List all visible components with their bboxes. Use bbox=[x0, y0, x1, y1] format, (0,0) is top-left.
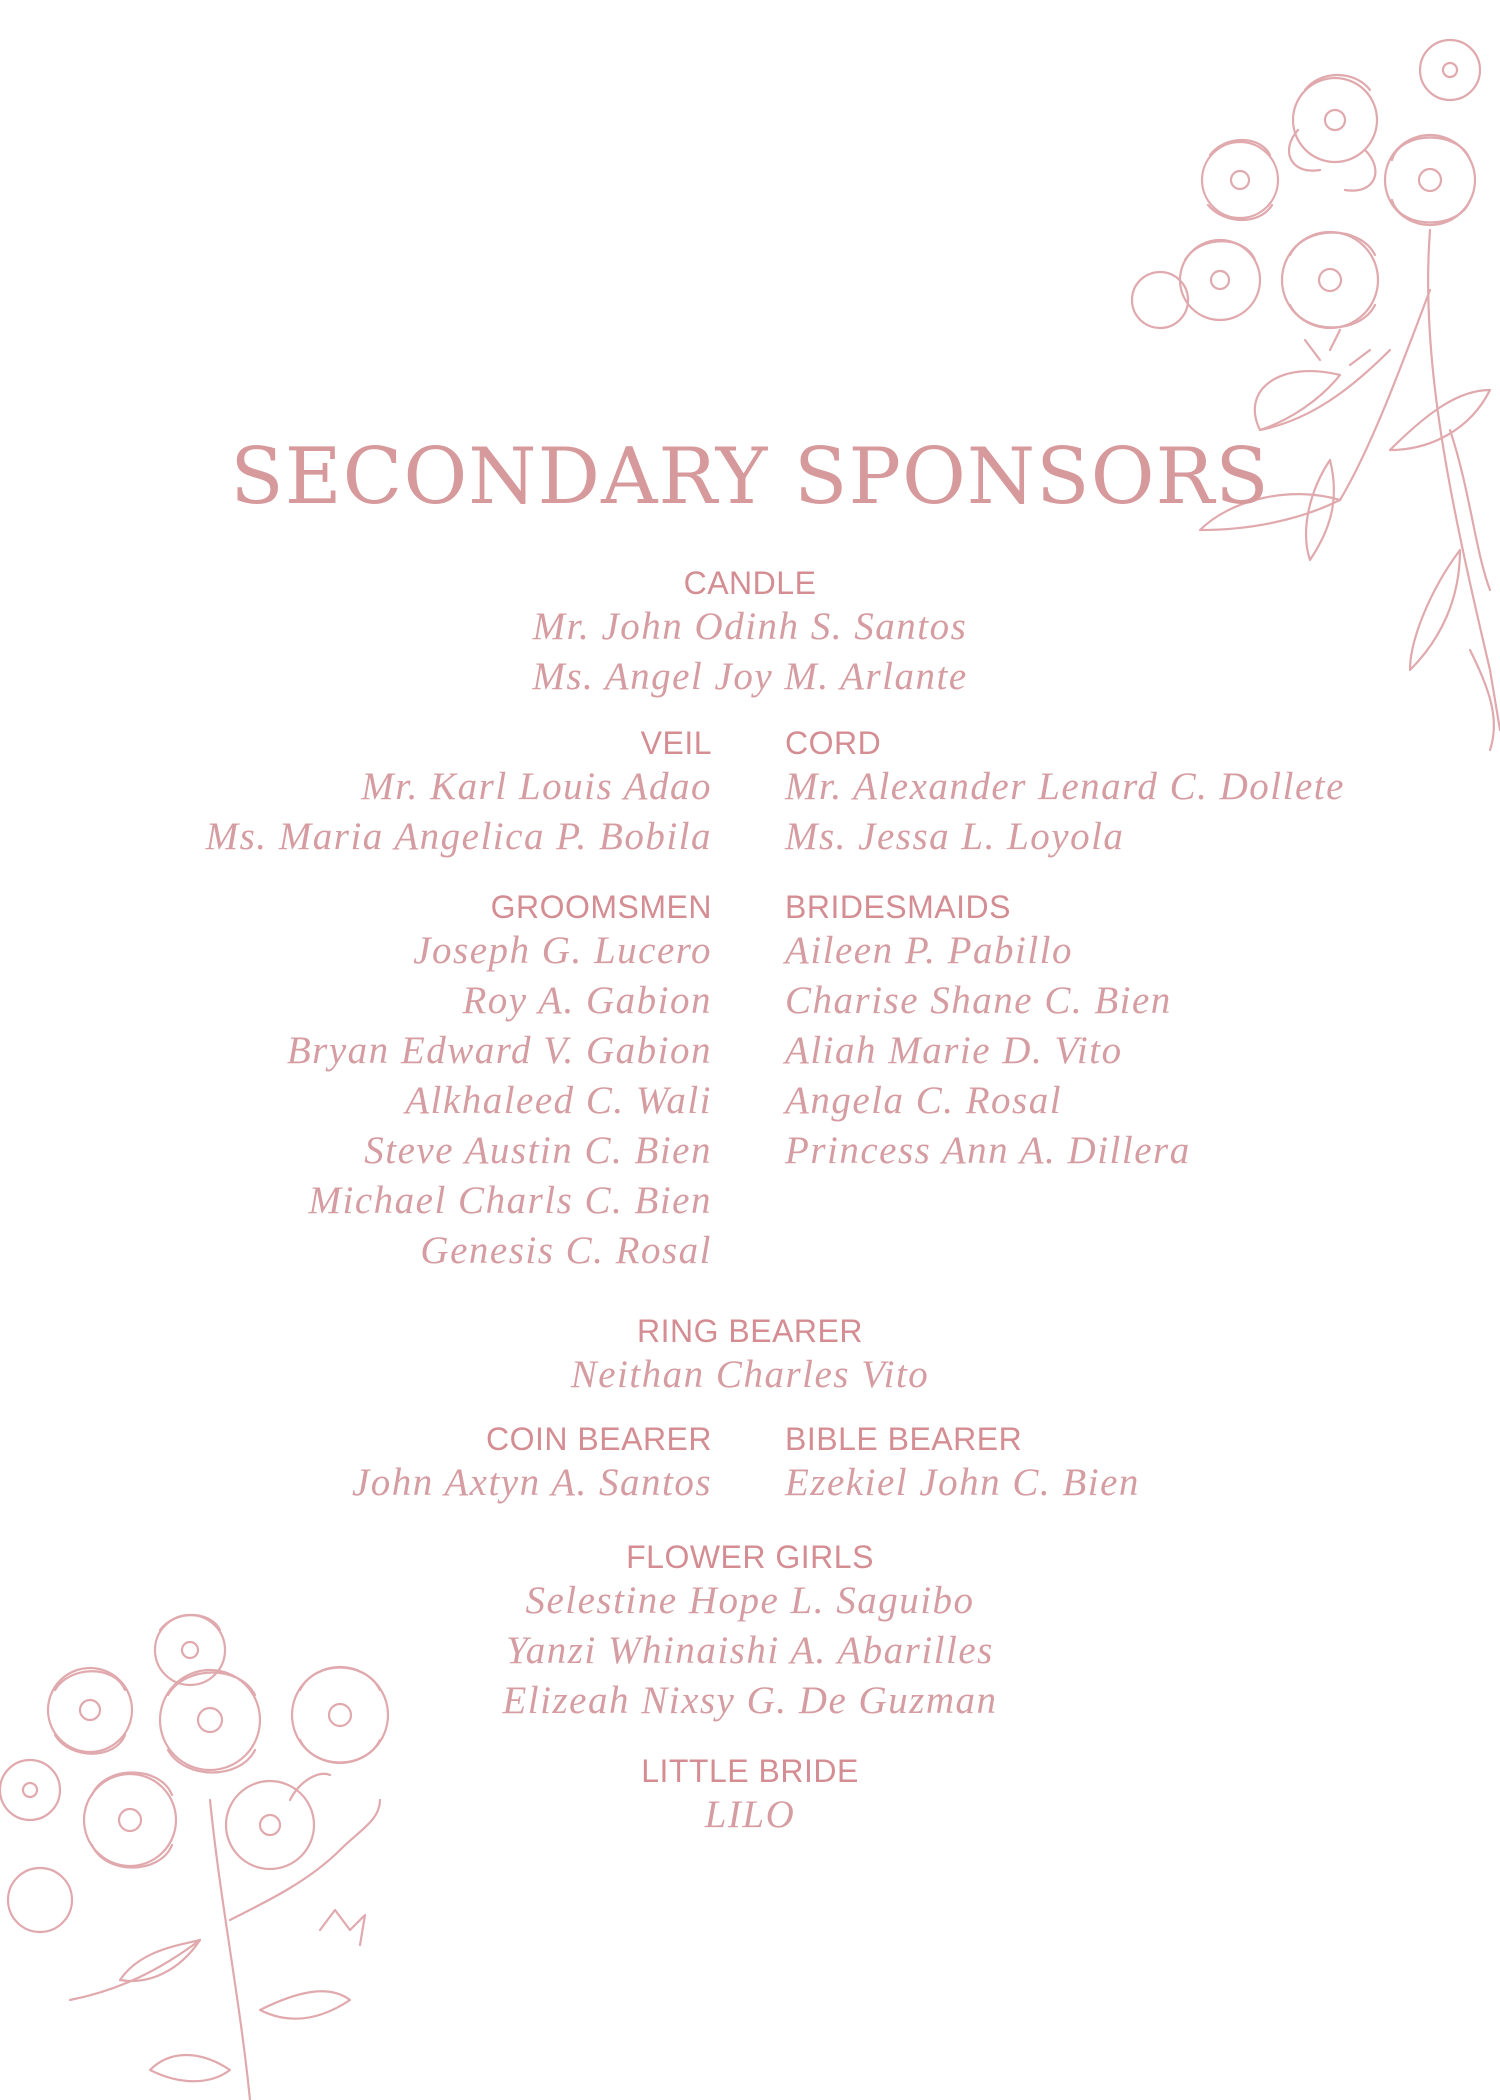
groomsman-name: Roy A. Gabion bbox=[462, 979, 712, 1022]
candle-name: Ms. Angel Joy M. Arlante bbox=[532, 655, 968, 698]
veil-section bbox=[206, 724, 712, 862]
flower-girl-name: Elizeah Nixsy G. De Guzman bbox=[502, 1679, 998, 1722]
bridesmaid-name: Aileen P. Pabillo bbox=[785, 929, 1073, 972]
flower-girl-name: Selestine Hope L. Saguibo bbox=[525, 1579, 975, 1622]
flower-girl-name: Yanzi Whinaishi A. Abarilles bbox=[506, 1629, 994, 1672]
groomsmen-section bbox=[287, 888, 712, 1276]
page-title: SECONDARY SPONSORS bbox=[230, 432, 1270, 522]
coin-bearer-heading: COIN BEARER bbox=[486, 1421, 712, 1457]
groomsman-name: Steve Austin C. Bien bbox=[364, 1129, 712, 1172]
candle-heading: CANDLE bbox=[683, 565, 817, 601]
groomsman-name: Michael Charls C. Bien bbox=[308, 1179, 712, 1222]
bridesmaids-heading: BRIDESMAIDS bbox=[785, 889, 1011, 925]
groomsman-name: Joseph G. Lucero bbox=[413, 929, 712, 972]
bible-bearer-section bbox=[785, 1420, 1140, 1508]
little-bride-section bbox=[0, 1752, 1500, 1840]
cord-name: Ms. Jessa L. Loyola bbox=[785, 815, 1125, 858]
bridesmaid-name: Aliah Marie D. Vito bbox=[785, 1029, 1123, 1072]
bible-bearer-name: Ezekiel John C. Bien bbox=[785, 1461, 1140, 1504]
flower-girls-heading: FLOWER GIRLS bbox=[626, 1539, 874, 1575]
bridesmaid-name: Princess Ann A. Dillera bbox=[785, 1129, 1191, 1172]
bridesmaid-name: Angela C. Rosal bbox=[785, 1079, 1063, 1122]
flower-girls-section bbox=[0, 1538, 1500, 1726]
veil-heading: VEIL bbox=[640, 725, 712, 761]
cord-section bbox=[785, 724, 1345, 862]
groomsman-name: Genesis C. Rosal bbox=[420, 1229, 712, 1272]
coin-bearer-name: John Axtyn A. Santos bbox=[351, 1461, 712, 1504]
ring-bearer-heading: RING BEARER bbox=[637, 1313, 863, 1349]
groomsman-name: Bryan Edward V. Gabion bbox=[286, 1029, 712, 1072]
little-bride-heading: LITTLE BRIDE bbox=[641, 1753, 859, 1789]
bridesmaid-name: Charise Shane C. Bien bbox=[785, 979, 1172, 1022]
coin-bearer-section bbox=[352, 1420, 712, 1508]
bridesmaids-section bbox=[785, 888, 1191, 1176]
candle-name: Mr. John Odinh S. Santos bbox=[532, 605, 968, 648]
groomsman-name: Alkhaleed C. Wali bbox=[405, 1079, 712, 1122]
cord-name: Mr. Alexander Lenard C. Dollete bbox=[785, 765, 1345, 808]
veil-name: Ms. Maria Angelica P. Bobila bbox=[205, 815, 712, 858]
groomsmen-heading: GROOMSMEN bbox=[490, 889, 712, 925]
bible-bearer-heading: BIBLE BEARER bbox=[785, 1421, 1023, 1457]
candle-section bbox=[0, 564, 1500, 702]
cord-heading: CORD bbox=[785, 725, 882, 761]
ring-bearer-section bbox=[0, 1312, 1500, 1400]
veil-name: Mr. Karl Louis Adao bbox=[361, 765, 712, 808]
little-bride-name: LILO bbox=[704, 1793, 796, 1836]
ring-bearer-name: Neithan Charles Vito bbox=[570, 1353, 930, 1396]
